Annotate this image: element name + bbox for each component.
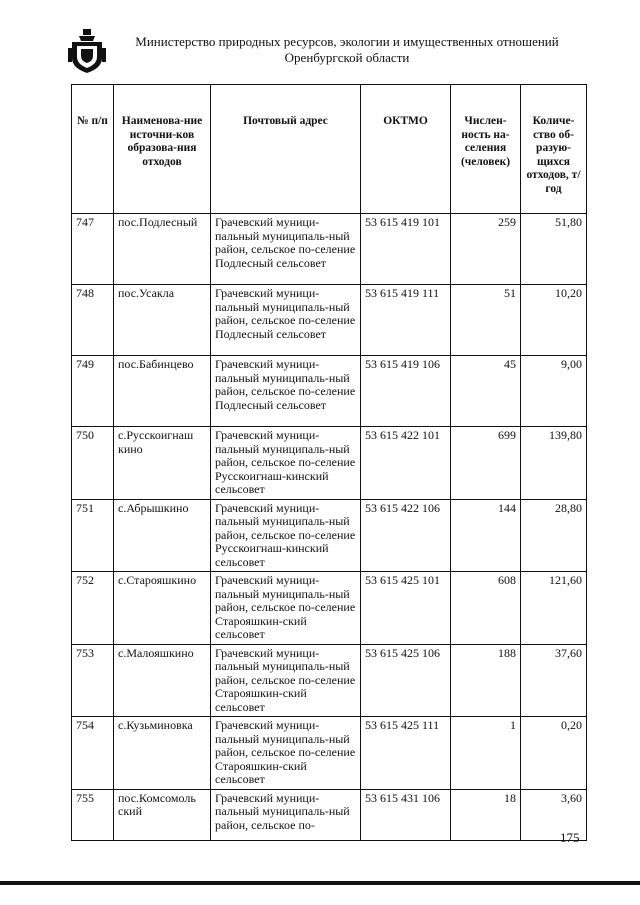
table-row: [72, 572, 587, 645]
table-row: [72, 644, 587, 717]
row-quantity: 3,60: [521, 789, 587, 840]
row-oktmo: 53 615 419 106: [361, 356, 451, 427]
col-header-num: № п/п: [72, 85, 114, 214]
row-quantity: 139,80: [521, 427, 587, 500]
row-num: 748: [72, 285, 114, 356]
row-oktmo: 53 615 422 106: [361, 499, 451, 572]
row-address: Грачевский муници-пальный муниципаль-ный район, сельское по-селение Русскоигнаш-кинский сельсовет: [211, 427, 361, 500]
row-population: 188: [451, 644, 521, 717]
row-num: 749: [72, 356, 114, 427]
page-number: 175: [560, 830, 580, 845]
row-num: 750: [72, 427, 114, 500]
table-row: [72, 499, 587, 572]
table-row: [72, 285, 587, 356]
row-address: Грачевский муници-пальный муниципаль-ный район, сельское по-селение Старояшкин-ский сельсовет: [211, 572, 361, 645]
col-header-address: Почтовый адрес: [211, 85, 361, 214]
row-address: Грачевский муници-пальный муниципаль-ный район, сельское по-селение Старояшкин-ский сельсовет: [211, 644, 361, 717]
row-num: 751: [72, 499, 114, 572]
row-population: 608: [451, 572, 521, 645]
row-oktmo: 53 615 419 101: [361, 214, 451, 285]
table-row: [72, 214, 587, 285]
row-oktmo: 53 615 425 111: [361, 717, 451, 790]
row-source: с.Кузьминовка: [114, 717, 211, 790]
row-oktmo: 53 615 425 106: [361, 644, 451, 717]
row-num: 754: [72, 717, 114, 790]
col-header-quantity: Количе-ство об-разую-щихся отходов, т/год: [521, 85, 587, 214]
row-population: 18: [451, 789, 521, 840]
row-quantity: 10,20: [521, 285, 587, 356]
row-address: Грачевский муници-пальный муниципаль-ный район, сельское по-селение Русскоигнаш-кинский сельсовет: [211, 499, 361, 572]
row-population: 1: [451, 717, 521, 790]
row-oktmo: 53 615 425 101: [361, 572, 451, 645]
row-source: пос.Подлесный: [114, 214, 211, 285]
row-quantity: 0,20: [521, 717, 587, 790]
row-num: 752: [72, 572, 114, 645]
waste-sources-table: [71, 84, 587, 841]
region-title: Оренбургской области: [284, 50, 410, 65]
row-population: 51: [451, 285, 521, 356]
coat-of-arms-icon: [68, 28, 106, 74]
row-num: 753: [72, 644, 114, 717]
table-row: [72, 789, 587, 840]
table-header-row: [72, 85, 587, 214]
row-oktmo: 53 615 431 106: [361, 789, 451, 840]
row-oktmo: 53 615 419 111: [361, 285, 451, 356]
row-source: с.Старояшкино: [114, 572, 211, 645]
row-num: 747: [72, 214, 114, 285]
row-quantity: 9,00: [521, 356, 587, 427]
row-source: пос.Бабинцево: [114, 356, 211, 427]
ministry-title: Министерство природных ресурсов, экологии и имущественных отношений: [135, 34, 559, 49]
ministry-header: [112, 34, 582, 66]
row-source: с.Абрышкино: [114, 499, 211, 572]
row-source: пос.Усакла: [114, 285, 211, 356]
row-address: Грачевский муници-пальный муниципаль-ный район, сельское по-: [211, 789, 361, 840]
row-num: 755: [72, 789, 114, 840]
row-address: Грачевский муници-пальный муниципаль-ный район, сельское по-селение Подлесный сельсовет: [211, 356, 361, 427]
table-row: [72, 717, 587, 790]
row-quantity: 37,60: [521, 644, 587, 717]
row-oktmo: 53 615 422 101: [361, 427, 451, 500]
row-quantity: 28,80: [521, 499, 587, 572]
row-population: 144: [451, 499, 521, 572]
row-quantity: 51,80: [521, 214, 587, 285]
col-header-oktmo: ОКТМО: [361, 85, 451, 214]
row-address: Грачевский муници-пальный муниципаль-ный район, сельское по-селение Подлесный сельсовет: [211, 285, 361, 356]
table-row: [72, 427, 587, 500]
row-population: 259: [451, 214, 521, 285]
col-header-source: Наименова-ние источни-ков образова-ния отходов: [114, 85, 211, 214]
row-population: 699: [451, 427, 521, 500]
table-row: [72, 356, 587, 427]
row-population: 45: [451, 356, 521, 427]
row-address: Грачевский муници-пальный муниципаль-ный район, сельское по-селение Подлесный сельсовет: [211, 214, 361, 285]
row-address: Грачевский муници-пальный муниципаль-ный район, сельское по-селение Старояшкин-ский сельсовет: [211, 717, 361, 790]
row-source: с.Русскоигнаш кино: [114, 427, 211, 500]
col-header-population: Числен-ность на-селения (человек): [451, 85, 521, 214]
row-quantity: 121,60: [521, 572, 587, 645]
row-source: с.Малояшкино: [114, 644, 211, 717]
row-source: пос.Комсомоль ский: [114, 789, 211, 840]
bottom-rule: [0, 881, 640, 885]
